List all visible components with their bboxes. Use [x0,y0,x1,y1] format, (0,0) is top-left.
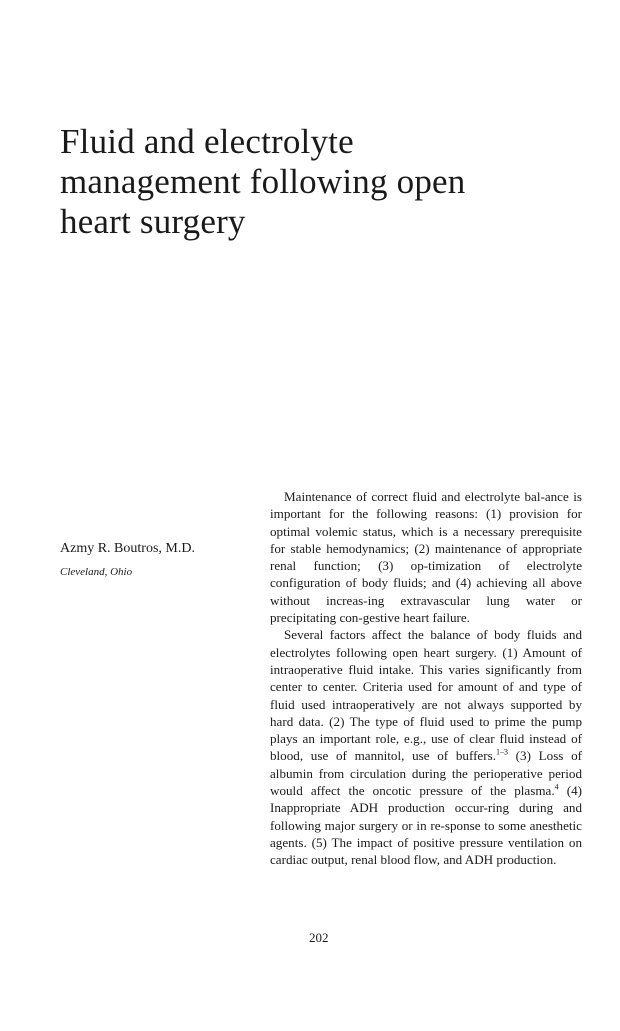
title-line-2: management following open [60,162,466,201]
reference-superscript-1: 1–3 [495,748,508,758]
paragraph-2-part-2: (3) Loss of albumin from circulation during the perioperative period would affect the oncotic pressure of the plasma. [270,748,583,799]
author-name: Azmy R. Boutros, M.D. [60,541,195,556]
reference-superscript-2: 4 [554,782,559,792]
body-text-column [270,488,582,869]
title-line-1: Fluid and electrolyte [60,122,354,161]
title-line-3: heart surgery [60,202,246,241]
paragraph-2-part-3: (4) Inappropriate ADH production occur-ring during and following major surgery or in re-sponse to some anesthetic agents. (5) The impact of positive pressure ventilation on cardiac output, renal blood flow, and ADH production. [270,783,583,868]
author-affiliation: Cleveland, Ohio [60,566,133,578]
page-number: 202 [309,930,329,945]
paragraph-2 [270,626,582,868]
article-title [60,122,580,242]
paragraph-1: Maintenance of correct fluid and electrolyte bal-ance is important for the following reasons: (1) provision for optimal volemic status, which is a necessary prerequisite for stable hemodynamics; (2) maintenance of appropriate renal function; (3) op-timization of electrolyte configuration of body fluids; and (4) achieving all above without increas-ing extravascular lung water or precipitating con-gestive heart failure. [270,489,582,626]
paragraph-2-part-1: Several factors affect the balance of body fluids and electrolytes following open heart surgery. (1) Amount of intraoperative fluid intake. This varies significantly from center to center. Criteria used for amount of and type of fluid used intraoperatively are not always supported by hard data. (2) The type of fluid used to prime the pump plays an important role, e.g., use of clear fluid instead of blood, use of mannitol, use of buffers. [270,627,582,764]
